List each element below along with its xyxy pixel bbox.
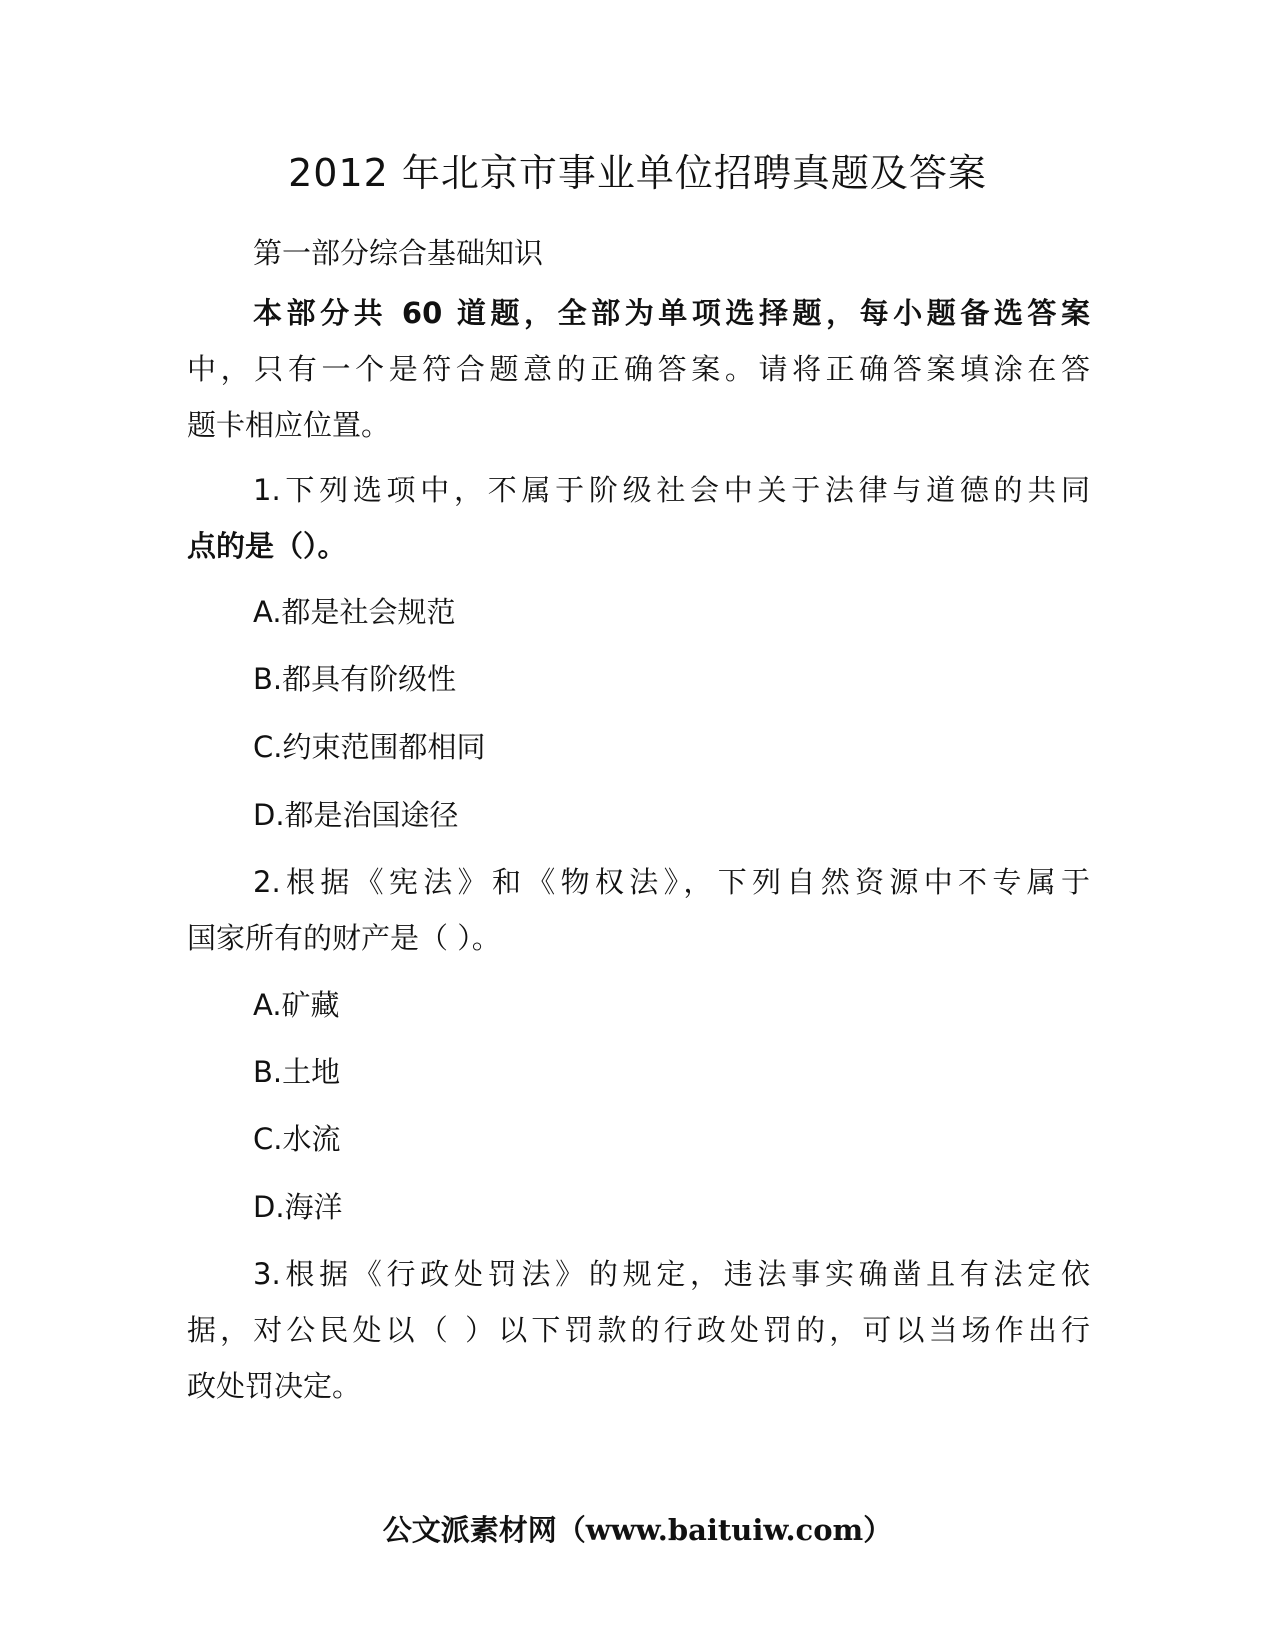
question-1-option-a: A.都是社会规范 bbox=[253, 595, 456, 629]
question-1-option-c: C.约束范围都相同 bbox=[253, 730, 486, 764]
question-2-option-b: B.土地 bbox=[253, 1055, 341, 1089]
question-3-stem-line-1: 3.根据《行政处罚法》的规定，违法事实确凿且有法定依 bbox=[253, 1257, 1090, 1291]
question-3-stem-line-2: 据，对公民处以（ ）以下罚款的行政处罚的，可以当场作出行 bbox=[187, 1313, 1090, 1347]
section-heading: 第一部分综合基础知识 bbox=[253, 236, 544, 270]
question-2-stem-line-2: 国家所有的财产是（ ）。 bbox=[187, 921, 501, 955]
question-1-stem-line-1: 1.下列选项中，不属于阶级社会中关于法律与道德的共同 bbox=[253, 473, 1090, 507]
question-1-stem-line-2: 点的是（）。 bbox=[187, 529, 347, 563]
question-2-option-c: C.水流 bbox=[253, 1122, 341, 1156]
question-2-option-d: D.海洋 bbox=[253, 1190, 343, 1224]
intro-line-2: 中，只有一个是符合题意的正确答案。请将正确答案填涂在答 bbox=[187, 352, 1090, 386]
document-title: 2012 年北京市事业单位招聘真题及答案 bbox=[288, 151, 987, 195]
question-1-option-d: D.都是治国途径 bbox=[253, 798, 459, 832]
question-1-option-b: B.都具有阶级性 bbox=[253, 662, 457, 696]
question-2-stem-line-1: 2.根据《宪法》和《物权法》，下列自然资源中不专属于 bbox=[253, 865, 1090, 899]
footer-watermark-text: 公文派素材网（www.baituiw.com） bbox=[382, 1513, 893, 1547]
intro-line-3: 题卡相应位置。 bbox=[187, 408, 391, 442]
intro-line-1: 本部分共 60 道题，全部为单项选择题，每小题备选答案 bbox=[253, 296, 1090, 330]
question-2-option-a: A.矿藏 bbox=[253, 988, 340, 1022]
question-3-stem-line-3: 政处罚决定。 bbox=[187, 1369, 362, 1403]
